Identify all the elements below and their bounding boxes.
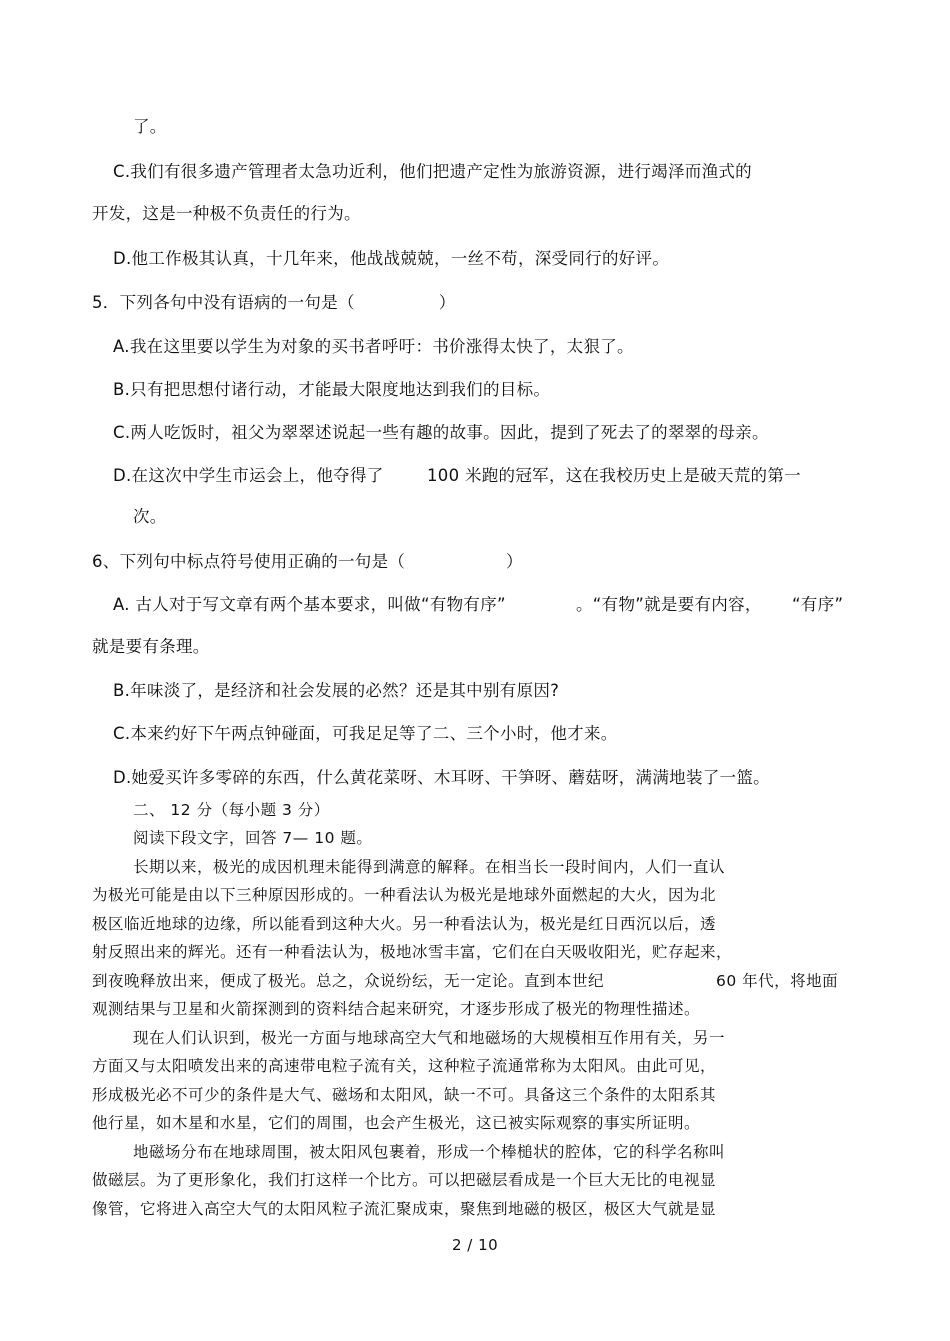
passage-line: 方面又与太阳喷发出来的高速带电粒子流有关，这种粒子流通常称为太阳风。由此可见， bbox=[92, 1057, 717, 1075]
passage-line: 极区临近地球的边缘，所以能看到这种大火。另一种看法认为，极光是红日西沉以后，透 bbox=[92, 915, 717, 933]
passage-line: 地磁场分布在地球周围，被太阳风包裹着，形成一个棒槌状的腔体，它的科学名称叫 bbox=[133, 1143, 726, 1161]
q5-option-d-part-1: D.在这次中学生市运会上，他夺得了 bbox=[113, 466, 384, 485]
q6-option-a-part-2: 。“有物”就是要有内容， bbox=[576, 595, 762, 614]
section-heading: 二、 12 分（每小题 3 分） bbox=[133, 801, 330, 819]
passage-line: 射反照出来的辉光。还有一种看法认为，极地冰雪丰富，它们在白天吸收阳光，贮存起来， bbox=[92, 943, 733, 961]
q5-option-b: B.只有把思想付诸行动，才能最大限度地达到我们的目标。 bbox=[113, 380, 551, 399]
q6-option-a-part-3: “有序” bbox=[792, 595, 844, 614]
passage-line: 到夜晚释放出来，便成了极光。总之，众说纷纭，无一定论。直到本世纪 bbox=[92, 972, 605, 990]
passage-line: 现在人们认识到，极光一方面与地球高空大气和地磁场的大规模相互作用有关，另一 bbox=[133, 1029, 726, 1047]
q6-option-d: D.她爱买许多零碎的东西，什么黄花菜呀、木耳呀、干笋呀、蘑菇呀，满满地装了一篮。 bbox=[113, 768, 770, 787]
q5-option-a: A.我在这里要以学生为对象的买书者呼吁：书价涨得太快了，太狠了。 bbox=[113, 337, 634, 356]
option-d: D.他工作极其认真，十几年来，他战战兢兢，一丝不苟，深受同行的好评。 bbox=[113, 249, 670, 268]
q6-option-a-line-2: 就是要有条理。 bbox=[92, 637, 210, 656]
passage-line: 形成极光必不可少的条件是大气、磁场和太阳风，缺一不可。具备这三个条件的太阳系其 bbox=[92, 1086, 717, 1104]
page-number: 2 / 10 bbox=[452, 1236, 499, 1254]
question-6-stem: 6、下列句中标点符号使用正确的一句是（ ） bbox=[92, 552, 523, 571]
passage-line: 为极光可能是由以下三种原因形成的。一种看法认为极光是地球外面燃起的大火，因为北 bbox=[92, 886, 717, 904]
passage-line: 观测结果与卫星和火箭探测到的资料结合起来研究，才逐步形成了极光的物理性描述。 bbox=[92, 1000, 701, 1018]
reading-instruction: 阅读下段文字，回答 7— 10 题。 bbox=[133, 829, 373, 847]
passage-line-segment: 60 年代，将地面 bbox=[716, 972, 839, 990]
passage-line: 他行星，如木星和水星，它们的周围，也会产生极光，这已被实际观察的事实所证明。 bbox=[92, 1114, 701, 1132]
q6-option-c: C.本来约好下午两点钟碰面，可我足足等了二、三个小时，他才来。 bbox=[113, 724, 618, 743]
continuation-line: 了。 bbox=[133, 117, 167, 136]
passage-line: 长期以来，极光的成因机理未能得到满意的解释。在相当长一段时间内，人们一直认 bbox=[133, 858, 726, 876]
passage-line: 做磁层。为了更形象化，我们打这样一个比方。可以把磁层看成是一个巨大无比的电视显 bbox=[92, 1171, 717, 1189]
q5-option-c: C.两人吃饭时，祖父为翠翠述说起一些有趣的故事。因此，提到了死去了的翠翠的母亲。 bbox=[113, 423, 769, 442]
q5-option-d-part-2: 100 米跑的冠军，这在我校历史上是破天荒的第一 bbox=[427, 466, 801, 485]
q6-option-a-part-1: A. 古人对于写文章有两个基本要求，叫做“有物有序” bbox=[113, 595, 506, 614]
question-5-stem: 5．下列各句中没有语病的一句是（ ） bbox=[92, 293, 456, 312]
option-c-line-2: 开发，这是一种极不负责任的行为。 bbox=[92, 204, 361, 223]
passage-line: 像管，它将进入高空大气的太阳风粒子流汇聚成束，聚焦到地磁的极区，极区大气就是显 bbox=[92, 1200, 717, 1218]
q6-option-b: B.年味淡了，是经济和社会发展的必然？还是其中别有原因? bbox=[113, 681, 560, 700]
option-c-line-1: C.我们有很多遗产管理者太急功近利，他们把遗产定性为旅游资源，进行竭泽而渔式的 bbox=[113, 162, 752, 181]
q5-option-d-line-2: 次。 bbox=[133, 507, 167, 526]
